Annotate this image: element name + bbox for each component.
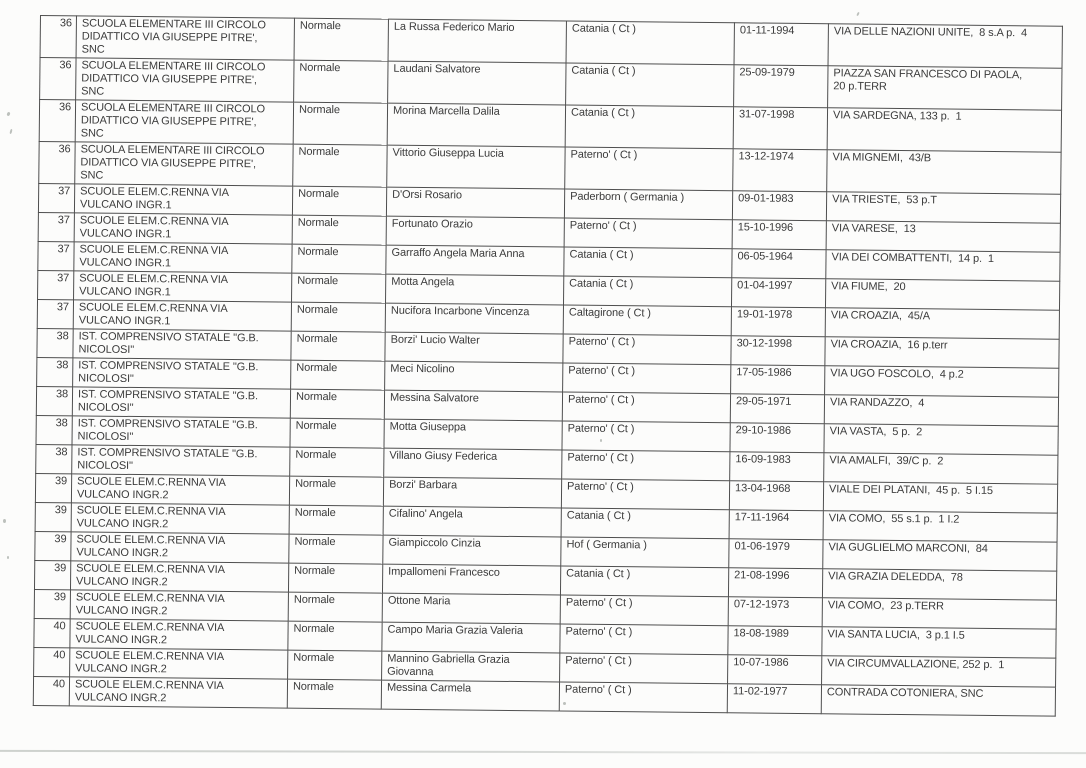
birthdate-cell: 01-06-1979 bbox=[729, 539, 823, 569]
school-name-cell: SCUOLE ELEM.C.RENNA VIA VULCANO INGR.2 bbox=[70, 561, 288, 592]
birthplace-cell: Catania ( Ct ) bbox=[565, 105, 733, 149]
birthdate-cell: 07-12-1973 bbox=[728, 597, 822, 627]
person-name-cell: Mannino Gabriella Grazia Giovanna bbox=[382, 651, 560, 682]
birthplace-cell: Paterno' ( Ct ) bbox=[565, 147, 733, 191]
birthplace-cell: Catania ( Ct ) bbox=[563, 276, 731, 307]
address-cell: VIA CIRCUMVALLAZIONE, 252 p. 1 bbox=[822, 656, 1056, 687]
roster-body bbox=[33, 16, 1062, 717]
person-name-cell: Vittorio Giuseppa Lucia bbox=[387, 145, 565, 189]
birthdate-cell: 30-12-1998 bbox=[731, 336, 825, 366]
birthplace-cell: Paterno' ( Ct ) bbox=[564, 218, 732, 249]
person-name-cell: Garraffo Angela Maria Anna bbox=[386, 245, 564, 276]
person-name-cell: Borzi' Barbara bbox=[383, 477, 561, 508]
row-number-cell: 39 bbox=[35, 502, 71, 531]
birthdate-cell: 16-09-1983 bbox=[730, 452, 824, 482]
birthplace-cell: Paterno' ( Ct ) bbox=[563, 334, 731, 365]
birthplace-cell: Catania ( Ct ) bbox=[566, 21, 734, 65]
address-cell: VIALE DEI PLATANI, 45 p. 5 I.15 bbox=[823, 482, 1057, 513]
row-number-cell: 39 bbox=[34, 560, 70, 589]
birthdate-cell: 13-12-1974 bbox=[733, 149, 827, 192]
type-cell: Normale bbox=[293, 102, 387, 145]
address-cell: PIAZZA SAN FRANCESCO DI PAOLA, 20 p.TERR bbox=[828, 66, 1062, 110]
birthdate-cell: 18-08-1989 bbox=[728, 626, 822, 656]
scan-speck bbox=[3, 519, 6, 523]
birthdate-cell: 29-05-1971 bbox=[730, 394, 824, 424]
school-name-cell: IST. COMPRENSIVO STATALE "G.B. NICOLOSI" bbox=[72, 416, 290, 447]
school-name-cell: SCUOLE ELEM.C.RENNA VIA VULCANO INGR.1 bbox=[73, 300, 291, 331]
birthdate-cell: 17-11-1964 bbox=[729, 510, 823, 540]
type-cell: Normale bbox=[288, 650, 382, 680]
birthplace-cell: Catania ( Ct ) bbox=[560, 566, 728, 597]
birthdate-cell: 01-11-1994 bbox=[734, 23, 828, 66]
birthdate-cell: 21-08-1996 bbox=[728, 568, 822, 598]
school-name-cell: IST. COMPRENSIVO STATALE "G.B. NICOLOSI" bbox=[73, 329, 291, 360]
birthplace-cell: Catania ( Ct ) bbox=[561, 508, 729, 539]
row-number-cell: 36 bbox=[40, 58, 76, 100]
address-cell: VIA COMO, 23 p.TERR bbox=[822, 598, 1056, 629]
row-number-cell: 38 bbox=[36, 444, 72, 473]
birthplace-cell: Paterno' ( Ct ) bbox=[562, 421, 730, 452]
address-cell: VIA DEI COMBATTENTI, 14 p. 1 bbox=[826, 250, 1060, 281]
row-number-cell: 37 bbox=[38, 183, 74, 212]
type-cell: Normale bbox=[292, 215, 386, 245]
person-name-cell: Giampiccolo Cinzia bbox=[383, 535, 561, 566]
row-number-cell: 40 bbox=[33, 676, 69, 705]
scan-speck bbox=[600, 439, 602, 442]
school-name-cell: SCUOLE ELEM.C.RENNA VIA VULCANO INGR.2 bbox=[69, 677, 287, 708]
address-cell: VIA CROAZIA, 45/A bbox=[825, 308, 1059, 339]
type-cell: Normale bbox=[290, 418, 384, 448]
scan-speck bbox=[856, 12, 860, 16]
birthdate-cell: 19-01-1978 bbox=[731, 307, 825, 337]
row-number-cell: 39 bbox=[35, 531, 71, 560]
person-name-cell: Messina Carmela bbox=[381, 680, 559, 711]
row-number-cell: 40 bbox=[34, 618, 70, 647]
school-name-cell: SCUOLE ELEM.C.RENNA VIA VULCANO INGR.2 bbox=[70, 590, 288, 621]
birthplace-cell: Paderborn ( Germania ) bbox=[564, 189, 732, 220]
school-roster-table bbox=[33, 15, 1063, 717]
person-name-cell: D'Orsi Rosario bbox=[386, 187, 564, 218]
school-name-cell: SCUOLE ELEM.C.RENNA VIA VULCANO INGR.2 bbox=[71, 532, 289, 563]
birthplace-cell: Hof ( Germania ) bbox=[561, 537, 729, 568]
row-number-cell: 38 bbox=[37, 328, 73, 357]
school-name-cell: IST. COMPRENSIVO STATALE "G.B. NICOLOSI" bbox=[72, 387, 290, 418]
address-cell: VIA DELLE NAZIONI UNITE, 8 s.A p. 4 bbox=[828, 24, 1062, 68]
school-name-cell: SCUOLE ELEM.C.RENNA VIA VULCANO INGR.1 bbox=[74, 271, 292, 302]
birthplace-cell: Paterno' ( Ct ) bbox=[559, 682, 727, 713]
row-number-cell: 36 bbox=[40, 16, 76, 58]
person-name-cell: Meci Nicolino bbox=[385, 361, 563, 392]
type-cell: Normale bbox=[291, 302, 385, 332]
address-cell: VIA AMALFI, 39/C p. 2 bbox=[824, 453, 1058, 484]
type-cell: Normale bbox=[292, 244, 386, 274]
birthdate-cell: 06-05-1964 bbox=[732, 249, 826, 279]
birthplace-cell: Paterno' ( Ct ) bbox=[562, 392, 730, 423]
person-name-cell: Morina Marcella Dalila bbox=[387, 103, 565, 147]
school-name-cell: SCUOLE ELEM.C.RENNA VIA VULCANO INGR.1 bbox=[74, 184, 292, 215]
row-number-cell: 38 bbox=[36, 386, 72, 415]
birthplace-cell: Catania ( Ct ) bbox=[566, 63, 734, 107]
person-name-cell: Nucifora Incarbone Vincenza bbox=[385, 303, 563, 334]
scan-speck bbox=[7, 556, 9, 559]
person-name-cell: Motta Angela bbox=[386, 274, 564, 305]
address-cell: VIA TRIESTE, 53 p.T bbox=[826, 192, 1060, 223]
address-cell: VIA SANTA LUCIA, 3 p.1 I.5 bbox=[822, 627, 1056, 658]
person-name-cell: Ottone Maria bbox=[382, 593, 560, 624]
birthdate-cell: 29-10-1986 bbox=[730, 423, 824, 453]
birthdate-cell: 13-04-1968 bbox=[729, 481, 823, 511]
type-cell: Normale bbox=[288, 592, 382, 622]
birthplace-cell: Paterno' ( Ct ) bbox=[561, 479, 729, 510]
birthplace-cell: Paterno' ( Ct ) bbox=[563, 363, 731, 394]
scan-edge-line bbox=[0, 750, 1086, 754]
birthdate-cell: 15-10-1996 bbox=[732, 220, 826, 250]
scan-speck bbox=[563, 702, 566, 705]
birthdate-cell: 01-04-1997 bbox=[731, 278, 825, 308]
row-number-cell: 37 bbox=[37, 299, 73, 328]
school-name-cell: SCUOLE ELEM.C.RENNA VIA VULCANO INGR.1 bbox=[74, 213, 292, 244]
school-name-cell: SCUOLE ELEM.C.RENNA VIA VULCANO INGR.2 bbox=[70, 619, 288, 650]
type-cell: Normale bbox=[294, 18, 388, 61]
type-cell: Normale bbox=[294, 60, 388, 103]
person-name-cell: Campo Maria Grazia Valeria bbox=[382, 622, 560, 653]
roster-table-container bbox=[33, 15, 1062, 717]
birthplace-cell: Catania ( Ct ) bbox=[564, 247, 732, 278]
birthplace-cell: Paterno' ( Ct ) bbox=[560, 624, 728, 655]
type-cell: Normale bbox=[291, 331, 385, 361]
type-cell: Normale bbox=[289, 505, 383, 535]
type-cell: Normale bbox=[288, 621, 382, 651]
address-cell: VIA COMO, 55 s.1 p. 1 I.2 bbox=[823, 511, 1057, 542]
person-name-cell: Impallomeni Francesco bbox=[382, 564, 560, 595]
person-name-cell: Laudani Salvatore bbox=[388, 61, 566, 105]
address-cell: VIA UGO FOSCOLO, 4 p.2 bbox=[825, 366, 1059, 397]
address-cell: VIA VASTA, 5 p. 2 bbox=[824, 424, 1058, 455]
school-name-cell: SCUOLA ELEMENTARE III CIRCOLO DIDATTICO VIA GIUSEPPE PITRE', SNC bbox=[76, 58, 294, 102]
birthplace-cell: Paterno' ( Ct ) bbox=[560, 653, 728, 684]
birthdate-cell: 25-09-1979 bbox=[734, 65, 828, 108]
person-name-cell: Messina Salvatore bbox=[384, 390, 562, 421]
row-number-cell: 38 bbox=[36, 415, 72, 444]
school-name-cell: SCUOLA ELEMENTARE III CIRCOLO DIDATTICO VIA GIUSEPPE PITRE', SNC bbox=[75, 100, 293, 144]
school-name-cell: SCUOLE ELEM.C.RENNA VIA VULCANO INGR.1 bbox=[74, 242, 292, 273]
type-cell: Normale bbox=[292, 273, 386, 303]
birthplace-cell: Paterno' ( Ct ) bbox=[560, 595, 728, 626]
address-cell: VIA VARESE, 13 bbox=[826, 221, 1060, 252]
birthdate-cell: 17-05-1986 bbox=[731, 365, 825, 395]
school-name-cell: SCUOLE ELEM.C.RENNA VIA VULCANO INGR.2 bbox=[71, 474, 289, 505]
row-number-cell: 37 bbox=[38, 270, 74, 299]
person-name-cell: La Russa Federico Mario bbox=[388, 19, 566, 63]
person-name-cell: Cifalino' Angela bbox=[383, 506, 561, 537]
row-number-cell: 37 bbox=[38, 212, 74, 241]
scan-speck bbox=[9, 129, 12, 134]
type-cell: Normale bbox=[288, 563, 382, 593]
type-cell: Normale bbox=[290, 447, 384, 477]
school-name-cell: IST. COMPRENSIVO STATALE "G.B. NICOLOSI" bbox=[72, 445, 290, 476]
address-cell: VIA RANDAZZO, 4 bbox=[824, 395, 1058, 426]
birthdate-cell: 10-07-1986 bbox=[728, 655, 822, 685]
row-number-cell: 38 bbox=[37, 357, 73, 386]
scan-speck bbox=[6, 112, 10, 117]
person-name-cell: Motta Giuseppa bbox=[384, 419, 562, 450]
address-cell: CONTRADA COTONIERA, SNC bbox=[821, 685, 1055, 716]
type-cell: Normale bbox=[287, 679, 381, 709]
birthplace-cell: Caltagirone ( Ct ) bbox=[563, 305, 731, 336]
address-cell: VIA SARDEGNA, 133 p. 1 bbox=[827, 108, 1061, 152]
row-number-cell: 40 bbox=[34, 647, 70, 676]
school-name-cell: SCUOLA ELEMENTARE III CIRCOLO DIDATTICO VIA GIUSEPPE PITRE', SNC bbox=[75, 142, 293, 186]
school-name-cell: SCUOLE ELEM.C.RENNA VIA VULCANO INGR.2 bbox=[70, 648, 288, 679]
row-number-cell: 36 bbox=[39, 141, 75, 183]
person-name-cell: Fortunato Orazio bbox=[386, 216, 564, 247]
birthplace-cell: Paterno' ( Ct ) bbox=[562, 450, 730, 481]
birthdate-cell: 09-01-1983 bbox=[732, 191, 826, 221]
birthdate-cell: 11-02-1977 bbox=[727, 684, 821, 714]
address-cell: VIA MIGNEMI, 43/B bbox=[827, 150, 1061, 194]
row-number-cell: 39 bbox=[34, 589, 70, 618]
type-cell: Normale bbox=[293, 144, 387, 187]
person-name-cell: Villano Giusy Federica bbox=[384, 448, 562, 479]
birthdate-cell: 31-07-1998 bbox=[733, 107, 827, 150]
row-number-cell: 37 bbox=[38, 241, 74, 270]
address-cell: VIA FIUME, 20 bbox=[825, 279, 1059, 310]
school-name-cell: IST. COMPRENSIVO STATALE "G.B. NICOLOSI" bbox=[73, 358, 291, 389]
type-cell: Normale bbox=[290, 389, 384, 419]
row-number-cell: 36 bbox=[39, 100, 75, 142]
row-number-cell: 39 bbox=[35, 473, 71, 502]
address-cell: VIA CROAZIA, 16 p.terr bbox=[825, 337, 1059, 368]
type-cell: Normale bbox=[292, 186, 386, 216]
school-name-cell: SCUOLA ELEMENTARE III CIRCOLO DIDATTICO VIA GIUSEPPE PITRE', SNC bbox=[76, 16, 294, 60]
address-cell: VIA GRAZIA DELEDDA, 78 bbox=[822, 569, 1056, 600]
address-cell: VIA GUGLIELMO MARCONI, 84 bbox=[823, 540, 1057, 571]
type-cell: Normale bbox=[291, 360, 385, 390]
school-name-cell: SCUOLE ELEM.C.RENNA VIA VULCANO INGR.2 bbox=[71, 503, 289, 534]
person-name-cell: Borzi' Lucio Walter bbox=[385, 332, 563, 363]
type-cell: Normale bbox=[289, 476, 383, 506]
type-cell: Normale bbox=[289, 534, 383, 564]
